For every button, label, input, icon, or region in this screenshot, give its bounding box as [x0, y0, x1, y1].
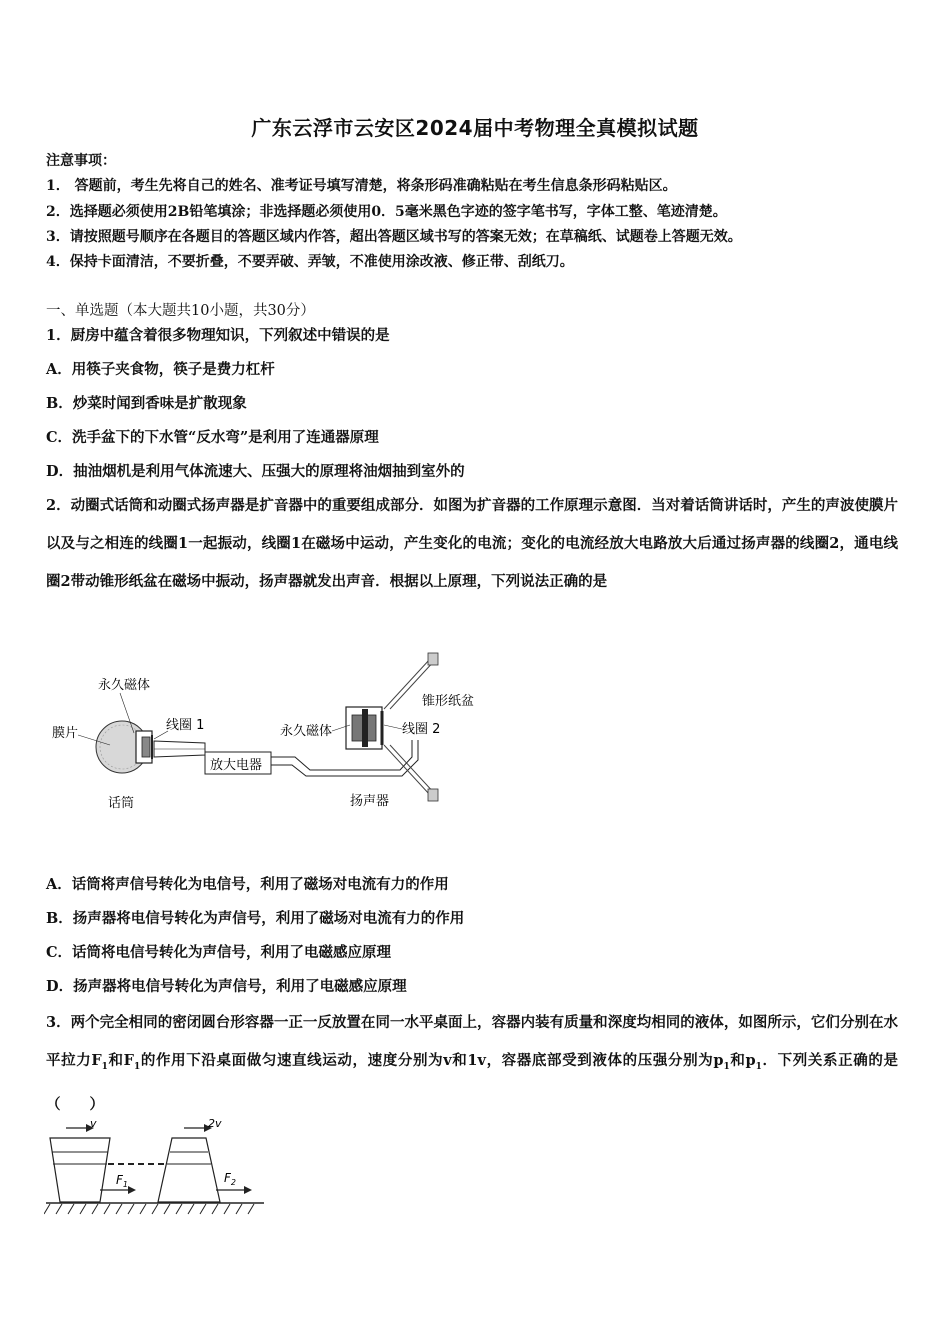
- cone-label: 锥形纸盆: [422, 694, 475, 709]
- q1-option-c: C．洗手盆下的下水管“反水弯”是利用了连通器原理: [46, 429, 379, 446]
- q3-stem-part1: 3．两个完全相同的密闭圆台形容器一正一反放置在同一水平桌面上，容器内装有质量和深度均相同的液体，如图所示，它们分别在水平拉力F: [46, 1014, 898, 1069]
- q3-stem-part2: 和F: [107, 1052, 134, 1069]
- q2-option-b: B．扬声器将电信号转化为声信号，利用了磁场对电流有力的作用: [46, 910, 465, 927]
- f2-label: $F_2$: [224, 1171, 236, 1187]
- f1-label: $F_1$: [116, 1173, 128, 1189]
- mic-label: 话筒: [108, 796, 135, 811]
- notice-item-2: 2．选择题必须使用2B铅笔填涂；非选择题必须使用0．5毫米黑色字迹的签字笔书写，字体工整、笔迹清楚。: [46, 204, 727, 220]
- amplifier-label: 放大电器: [210, 758, 263, 773]
- container-1-shape: [50, 1138, 110, 1202]
- q3-sub3: 1: [723, 1061, 730, 1072]
- q3-sub4: 1: [755, 1061, 762, 1072]
- coil2-label: 线圈 2: [402, 722, 441, 737]
- q2-figure: [50, 645, 490, 815]
- container-2-shape: [158, 1138, 220, 1202]
- v1-label: v: [90, 1117, 97, 1130]
- notice-item-1: 1． 答题前，考生先将自己的姓名、准考证号填写清楚，将条形码准确粘贴在考生信息条形码粘贴区。: [46, 178, 677, 194]
- q3-sub1: 1: [101, 1061, 108, 1072]
- notice-item-3: 3．请按照题号顺序在各题目的答题区域内作答，超出答题区域书写的答案无效；在草稿纸、试题卷上答题无效。: [46, 229, 742, 245]
- magnet1-label: 永久磁体: [98, 678, 151, 693]
- v2-label: 2v: [208, 1117, 222, 1130]
- q3-sub2: 1: [133, 1061, 141, 1072]
- section-heading: 一、单选题（本大题共10小题，共30分）: [46, 303, 315, 319]
- q1-option-a: A．用筷子夹食物，筷子是费力杠杆: [46, 361, 275, 378]
- diaphragm-label: 膜片: [52, 726, 79, 741]
- notice-heading: 注意事项：: [46, 153, 116, 169]
- q2-stem: 2．动圈式话筒和动圈式扬声器是扩音器中的重要组成部分．如图为扩音器的工作原理示意图．当对着话筒讲话时，产生的声波使膜片以及与之相连的线圈1一起振动，线圈1在磁场中运动，产生变化的电流；变化的电流经放大电路放大后通过扬声器的线圈2，通电线圈2带动锥形纸盆在磁场中振动，扬声器就发出声音．根据以上原理，下列说法正确的是: [46, 497, 898, 590]
- q1-option-b: B．炒菜时闻到香味是扩散现象: [46, 395, 247, 412]
- q1-option-d: D．抽油烟机是利用气体流速大、压强大的原理将油烟抽到室外的: [46, 463, 465, 480]
- magnet2-label: 永久磁体: [280, 724, 333, 739]
- q2-option-d: D．扬声器将电信号转化为声信号，利用了电磁感应原理: [46, 978, 407, 995]
- coil1-label: 线圈 1: [166, 718, 205, 733]
- page-title: 广东云浮市云安区2024届中考物理全真模拟试题: [251, 116, 699, 140]
- q3-stem: [46, 1004, 898, 1124]
- speaker-label: 扬声器: [350, 794, 390, 809]
- q1-stem: 1．厨房中蕴含着很多物理知识，下列叙述中错误的是: [46, 327, 390, 344]
- q3-stem-part3: 的作用下沿桌面做匀速直线运动，速度分别为v和1v，容器底部受到液体的压强分别为p: [140, 1052, 724, 1069]
- q2-option-a: A．话筒将声信号转化为电信号，利用了磁场对电流有力的作用: [46, 876, 449, 893]
- q3-stem-part5: ．下列关系正确的是（ ）: [46, 1052, 899, 1113]
- q3-stem-part4: 和p: [729, 1052, 756, 1069]
- q2-option-c: C．话筒将电信号转化为声信号，利用了电磁感应原理: [46, 944, 392, 961]
- q3-figure: [44, 1116, 268, 1222]
- notice-item-4: 4．保持卡面清洁，不要折叠，不要弄破、弄皱，不准使用涂改液、修正带、刮纸刀。: [46, 254, 574, 270]
